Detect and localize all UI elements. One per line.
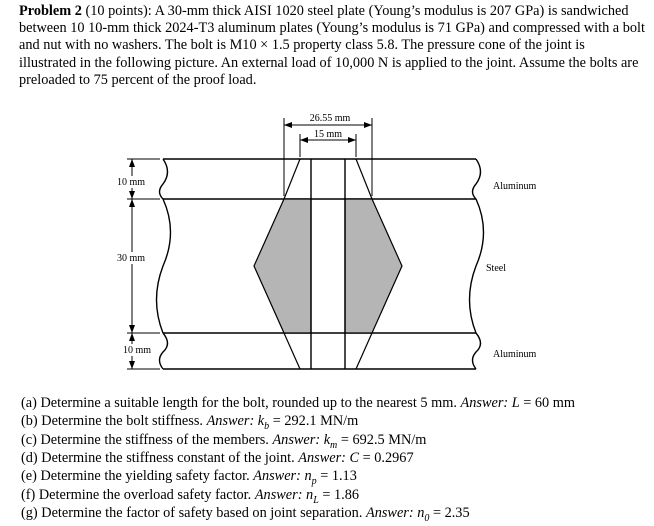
answer-subscript: L (313, 494, 319, 506)
break-right-mid (470, 199, 484, 333)
problem-label: Problem 2 (19, 3, 82, 19)
plate-lines (157, 159, 484, 369)
break-right-bot (473, 333, 481, 369)
answer-subscript: m (330, 439, 338, 451)
answer-label: Answer: (272, 431, 321, 448)
question-prompt: (a) Determine a suitable length for the bolt, rounded up to the nearest 5 mm. (21, 395, 461, 411)
answer-label: Answer: (365, 504, 414, 521)
bolt (311, 159, 345, 369)
break-left-bot (160, 333, 168, 369)
answer-label: Answer: (206, 413, 255, 430)
question-prompt: (b) Determine the bolt stiffness. (21, 413, 207, 430)
answer-value: = 292.1 MN/m (269, 413, 359, 430)
break-right-top (473, 159, 481, 199)
answer-variable: C (349, 449, 360, 466)
answer-label: Answer: (253, 468, 301, 485)
answer-value: = 1.86 (318, 486, 359, 503)
question-prompt: (c) Determine the stiffness of the members. (21, 431, 273, 448)
question-prompt: (g) Determine the factor of safety based on joint separation. (21, 504, 366, 521)
answer-variable: k (257, 413, 265, 430)
answer-variable: n (417, 504, 425, 521)
question-item (21, 432, 641, 449)
answer-variable: L (511, 395, 520, 411)
answer-value: = 692.5 MN/m (337, 431, 427, 448)
answer-value: = 2.35 (429, 504, 470, 521)
problem-points: (10 points): (85, 3, 152, 19)
frustum-right (345, 199, 402, 333)
answer-label: Answer: (460, 395, 509, 411)
question-item (21, 505, 641, 522)
answer-subscript: 0 (424, 512, 430, 524)
answer-value: = 1.13 (316, 468, 357, 485)
break-left-top (160, 159, 168, 199)
dim-outer-label: 26.55 mm (309, 113, 351, 124)
label-steel: Steel (486, 263, 506, 274)
question-item (21, 487, 641, 504)
question-prompt: (e) Determine the yielding safety factor. (21, 468, 254, 485)
dim-inner-label: 15 mm (313, 129, 343, 140)
answer-subscript: p (311, 476, 317, 488)
answer-variable: k (323, 431, 331, 448)
answer-variable: n (304, 468, 312, 485)
dim-top-thickness: 10 mm (116, 177, 146, 188)
question-prompt: (d) Determine the stiffness constant of the joint. (21, 449, 299, 466)
question-item (21, 413, 641, 433)
question-prompt: (f) Determine the overload safety factor. (21, 486, 255, 503)
question-item (21, 450, 641, 467)
answer-value: = 0.2967 (359, 449, 414, 466)
label-aluminum-bottom: Aluminum (493, 349, 537, 360)
answer-label: Answer: (298, 449, 346, 466)
dim-mid-thickness: 30 mm (116, 253, 146, 264)
answer-label: Answer: (254, 486, 303, 503)
dim-bot-thickness: 10 mm (122, 345, 152, 356)
label-aluminum-top: Aluminum (493, 181, 537, 192)
question-item (21, 468, 641, 488)
answer-value: = 60 mm (519, 395, 576, 411)
problem-text: A 30-mm thick AISI 1020 steel plate (Young’s modulus is 207 GPa) is sandwiched between 10 10-mm thick 2024-T3 aluminum plates (Young’s modulus is 71 GPa) and compressed with a bolt and nut with no washers. The bolt is M10 × 1.5 property class 5.8. The pressure cone of the joint is illustrated in the following picture. An external load of 10,000 N is applied to the joint. Assume the bolts are preloaded to 75 percent of the proof load. (19, 3, 645, 88)
break-left-mid (157, 199, 171, 333)
answer-variable: n (306, 486, 314, 503)
frustum-left (254, 199, 311, 333)
answer-subscript: b (264, 421, 270, 433)
question-item (21, 395, 641, 412)
